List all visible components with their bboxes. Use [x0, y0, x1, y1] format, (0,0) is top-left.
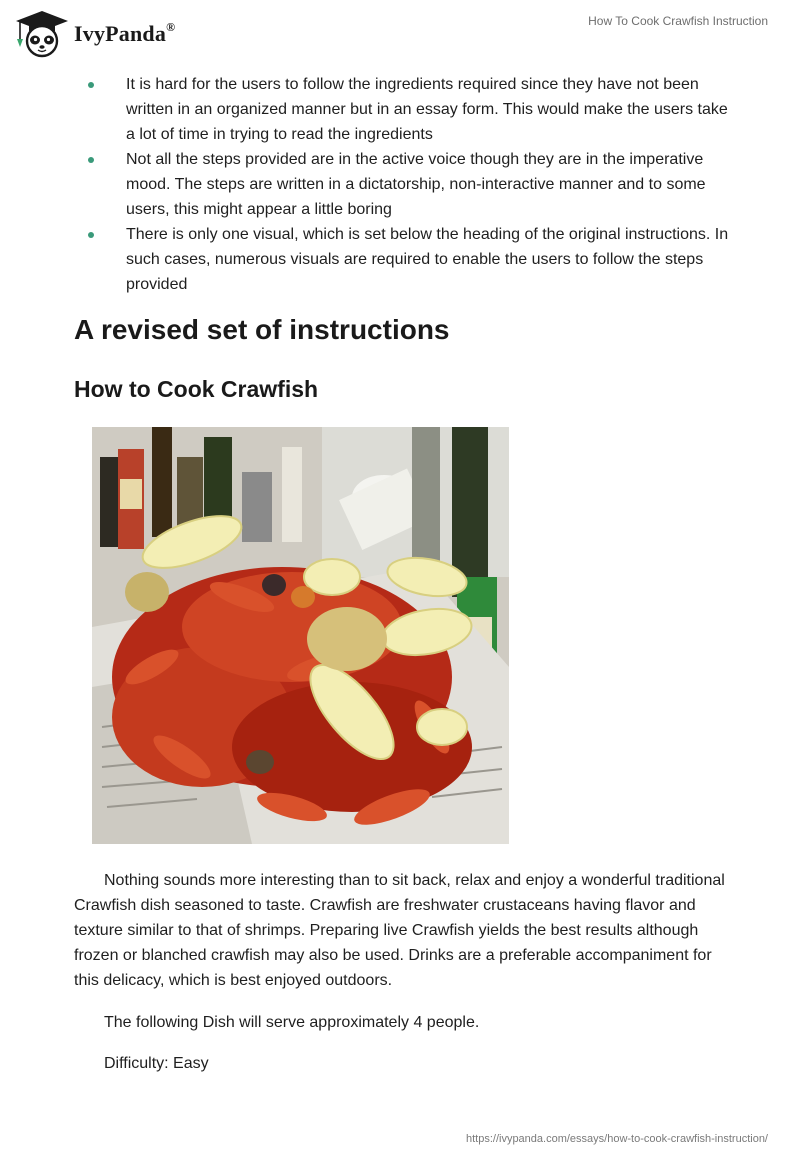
section-heading: A revised set of instructions [74, 314, 450, 345]
intro-paragraph: Nothing sounds more interesting than to sit back, relax and enjoy a wonderful traditional Crawfish dish seasoned to taste. Crawfish are freshwater crustaceans having flavor and texture similar to that of shrimps. Preparing live Crawfish yields the best results although frozen or blanched crawfish may also be used. Drinks are a preferable accompaniment for this delicacy, which is best enjoyed outdoors. [74, 872, 725, 989]
crawfish-photo [92, 427, 509, 844]
list-item-text: Not all the steps provided are in the active voice though they are in the imperative mood. The steps are written in a dictatorship, non-interactive manner and to some users, this might appear a little boring [126, 151, 706, 218]
list-item [88, 222, 738, 297]
bullet-icon [88, 82, 94, 88]
list-item-text: There is only one visual, which is set below the heading of the original instructions. In such cases, numerous visuals are required to enable the users to follow the steps provided [126, 226, 729, 293]
brand-name: IvyPanda® [74, 19, 176, 46]
bullet-icon [88, 232, 94, 238]
list-item-text: It is hard for the users to follow the ingredients required since they have not been written in an organized manner but in an essay form. This would make the users take a lot of time in trying to read the ingredients [126, 76, 728, 143]
brand-logo[interactable] [14, 9, 175, 59]
crawfish-illustration [92, 427, 509, 844]
subsection-heading: How to Cook Crawfish [74, 376, 319, 402]
page-header [0, 0, 800, 64]
list-item [88, 147, 738, 222]
bullet-icon [88, 157, 94, 163]
serves-paragraph: The following Dish will serve approximately 4 people. [104, 1014, 480, 1031]
critique-bullet-list [88, 72, 738, 297]
panda-graduate-icon [14, 9, 70, 59]
document-title: How To Cook Crawfish Instruction [588, 14, 768, 28]
registered-mark: ® [166, 19, 176, 34]
source-url[interactable]: https://ivypanda.com/essays/how-to-cook-crawfish-instruction/ [465, 1133, 768, 1145]
difficulty-paragraph: Difficulty: Easy [104, 1055, 209, 1072]
list-item [88, 72, 738, 147]
